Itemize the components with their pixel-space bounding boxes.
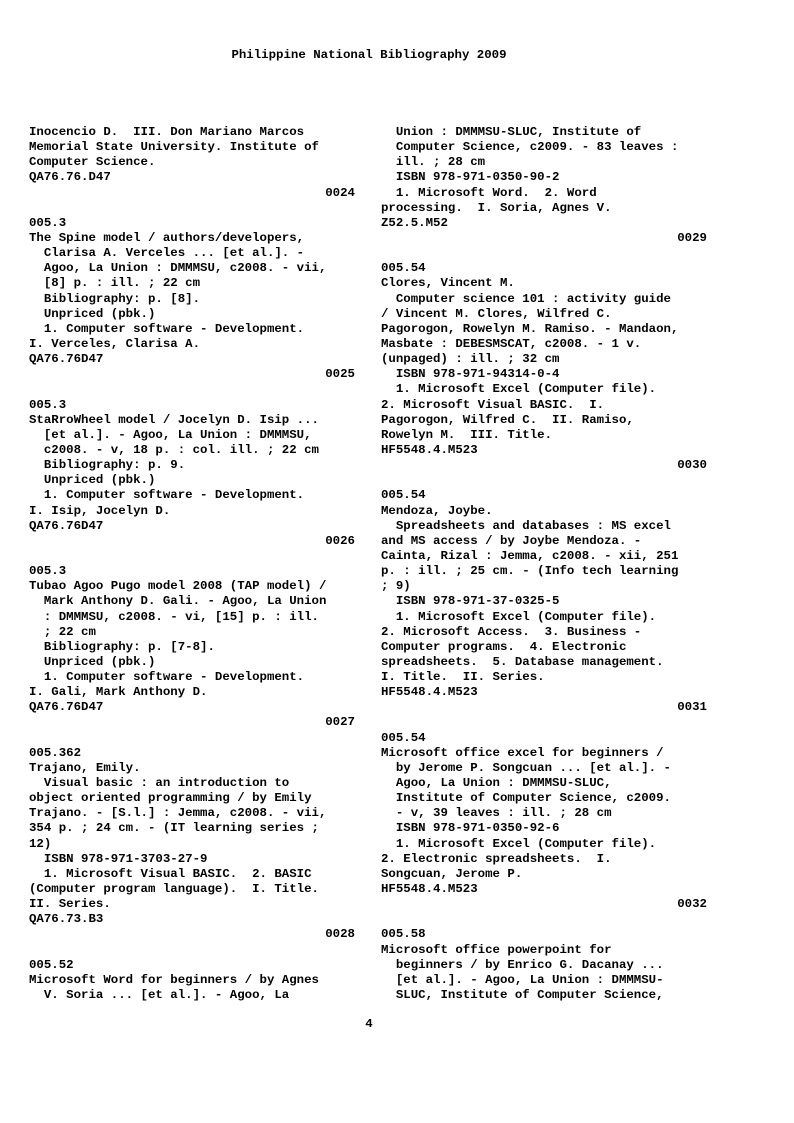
entry-line: Bibliography: p. [7-8].: [29, 639, 215, 654]
entry-line: 1. Microsoft Visual BASIC. 2. BASIC: [29, 866, 312, 881]
entry-line: 005.54: [381, 488, 426, 503]
entry-line: Rowelyn M. III. Title.: [381, 427, 553, 442]
entry-line: 2. Microsoft Access. 3. Business -: [381, 624, 642, 639]
entry-line: HF5548.4.M523: [381, 685, 478, 700]
entry-line: 1. Microsoft Excel (Computer file).: [381, 836, 657, 851]
entry-line: ISBN 978-971-0350-92-6: [381, 821, 560, 836]
entry-line: beginners / by Enrico G. Dacanay ...: [381, 957, 664, 972]
entry-line: Computer Science, c2009. - 83 leaves :: [381, 140, 679, 155]
entry-line: 005.362: [29, 745, 82, 760]
entry-line: QA76.76D47: [29, 518, 104, 533]
entry-gap: [29, 731, 355, 746]
entry-line: 1. Microsoft Excel (Computer file).: [381, 609, 657, 624]
entry-line: Tubao Agoo Pugo model 2008 (TAP model) /: [29, 579, 327, 594]
entry-line: Institute of Computer Science, c2009.: [381, 791, 671, 806]
entry-line: Masbate : DEBESMSCAT, c2008. - 1 v.: [381, 336, 642, 351]
entry-line: 1. Microsoft Excel (Computer file).: [381, 382, 657, 397]
entry-line: Unpriced (pbk.): [29, 306, 156, 321]
left-column: [29, 125, 355, 1003]
entry-line: QA76.73.B3: [29, 912, 104, 927]
entry-line: Cainta, Rizal : Jemma, c2008. - xii, 251: [381, 548, 679, 563]
entry-line: Unpriced (pbk.): [29, 473, 156, 488]
entry-line: 005.52: [29, 957, 74, 972]
entry-line: 1. Computer software - Development.: [29, 321, 305, 336]
entry-line: Microsoft office excel for beginners /: [381, 745, 664, 760]
entry-number: 0030: [677, 458, 707, 473]
entry-line: Mark Anthony D. Gali. - Agoo, La Union: [29, 594, 327, 609]
entry-line: Trajano. - [S.l.] : Jemma, c2008. - vii,: [29, 806, 327, 821]
bibliography-entry: [29, 398, 355, 549]
entry-line: Bibliography: p. [8].: [29, 291, 201, 306]
entry-line: [et al.]. - Agoo, La Union : DMMMSU-: [381, 972, 664, 987]
entry-line: 005.54: [381, 730, 426, 745]
bibliography-entry: [381, 927, 707, 1003]
entry-gap: [29, 943, 355, 958]
entry-line: Memorial State University. Institute of: [29, 140, 319, 155]
entry-line: SLUC, Institute of Computer Science,: [381, 988, 664, 1003]
entry-line: QA76.76D47: [29, 700, 104, 715]
entry-line: ISBN 978-971-3703-27-9: [29, 851, 208, 866]
bibliography-entry: [29, 125, 355, 201]
entry-gap: [29, 382, 355, 397]
bibliography-entry: [381, 125, 707, 246]
entry-number: 0031: [677, 700, 707, 715]
entry-line: 2. Microsoft Visual BASIC. I.: [381, 397, 605, 412]
entry-line: StaRroWheel model / Jocelyn D. Isip ...: [29, 412, 319, 427]
entry-line: 12): [29, 836, 52, 851]
entry-line: HF5548.4.M523: [381, 442, 478, 457]
entry-line: Trajano, Emily.: [29, 760, 141, 775]
entry-gap: [381, 246, 707, 261]
right-column: [381, 125, 707, 1003]
entry-line: Microsoft office powerpoint for: [381, 942, 612, 957]
entry-line: 1. Microsoft Word. 2. Word: [381, 185, 597, 200]
entry-line: 1. Computer software - Development.: [29, 488, 305, 503]
entry-line: 1. Computer software - Development.: [29, 670, 305, 685]
entry-line: ISBN 978-971-94314-0-4: [381, 367, 560, 382]
entry-number: 0032: [677, 897, 707, 912]
entry-line: c2008. - v, 18 p. : col. ill. ; 22 cm: [29, 442, 319, 457]
entry-line: object oriented programming / by Emily: [29, 791, 312, 806]
entry-line: Bibliography: p. 9.: [29, 458, 186, 473]
entry-line: p. : ill. ; 25 cm. - (Info tech learning: [381, 564, 679, 579]
entry-line: 005.3: [29, 564, 67, 579]
entry-line: I. Isip, Jocelyn D.: [29, 503, 171, 518]
entry-line: QA76.76D47: [29, 352, 104, 367]
bibliography-entry: [381, 488, 707, 715]
entry-line: Unpriced (pbk.): [29, 654, 156, 669]
entry-number: 0028: [325, 927, 355, 942]
entry-line: 005.58: [381, 927, 426, 942]
entry-line: [8] p. : ill. ; 22 cm: [29, 276, 201, 291]
entry-line: Microsoft Word for beginners / by Agnes: [29, 972, 319, 987]
entry-line: II. Series.: [29, 897, 111, 912]
bibliography-entry: [29, 216, 355, 383]
entry-line: 354 p. ; 24 cm. - (IT learning series ;: [29, 821, 319, 836]
entry-line: ISBN 978-971-37-0325-5: [381, 594, 560, 609]
entry-line: 005.3: [29, 397, 67, 412]
entry-line: Agoo, La Union : DMMMSU-SLUC,: [381, 776, 612, 791]
entry-line: (Computer program language). I. Title.: [29, 882, 319, 897]
entry-number: 0029: [677, 230, 707, 245]
entry-line: I. Verceles, Clarisa A.: [29, 336, 201, 351]
entry-gap: [381, 715, 707, 730]
entry-line: Agoo, La Union : DMMMSU, c2008. - vii,: [29, 261, 327, 276]
entry-number: 0025: [325, 367, 355, 382]
entry-line: Clarisa A. Verceles ... [et al.]. -: [29, 246, 305, 261]
entry-line: 2. Electronic spreadsheets. I.: [381, 851, 612, 866]
entry-number: 0024: [325, 185, 355, 200]
bibliography-entry: [29, 746, 355, 943]
bibliography-entry: [29, 564, 355, 731]
page-number: 4: [365, 1017, 373, 1031]
entry-line: spreadsheets. 5. Database management.: [381, 654, 664, 669]
entry-line: Union : DMMMSU-SLUC, Institute of: [381, 125, 642, 139]
bibliography-entry: [381, 261, 707, 473]
entry-line: : DMMMSU, c2008. - vi, [15] p. : ill.: [29, 609, 319, 624]
entry-line: Pagorogon, Rowelyn M. Ramiso. - Mandaon,: [381, 321, 679, 336]
bibliography-entry: [29, 958, 355, 1003]
entry-line: Computer programs. 4. Electronic: [381, 639, 627, 654]
entry-gap: [29, 549, 355, 564]
entry-line: Visual basic : an introduction to: [29, 776, 290, 791]
entry-line: by Jerome P. Songcuan ... [et al.]. -: [381, 760, 671, 775]
entry-gap: [381, 912, 707, 927]
entry-line: Computer science 101 : activity guide: [381, 291, 671, 306]
entry-line: Z52.5.M52: [381, 215, 448, 230]
entry-line: I. Title. II. Series.: [381, 670, 545, 685]
entry-gap: [381, 473, 707, 488]
entry-gap: [29, 201, 355, 216]
entry-line: Computer Science.: [29, 155, 156, 170]
entry-line: ; 9): [381, 579, 411, 594]
entry-line: Songcuan, Jerome P.: [381, 866, 523, 881]
entry-line: (unpaged) : ill. ; 32 cm: [381, 352, 560, 367]
entry-line: processing. I. Soria, Agnes V.: [381, 200, 612, 215]
entry-line: QA76.76.D47: [29, 170, 111, 185]
entry-line: - v, 39 leaves : ill. ; 28 cm: [381, 806, 612, 821]
bibliography-entry: [381, 731, 707, 913]
entry-line: Clores, Vincent M.: [381, 276, 515, 291]
entry-line: Pagorogon, Wilfred C. II. Ramiso,: [381, 412, 634, 427]
entry-line: ; 22 cm: [29, 624, 96, 639]
entry-line: ISBN 978-971-0350-90-2: [381, 170, 560, 185]
entry-line: Mendoza, Joybe.: [381, 503, 493, 518]
entry-line: I. Gali, Mark Anthony D.: [29, 685, 208, 700]
entry-number: 0027: [325, 715, 355, 730]
entry-line: The Spine model / authors/developers,: [29, 230, 305, 245]
entry-line: and MS access / by Joybe Mendoza. -: [381, 533, 642, 548]
page-header: Philippine National Bibliography 2009: [231, 48, 507, 62]
entry-line: Inocencio D. III. Don Mariano Marcos: [29, 125, 305, 139]
entry-line: Spreadsheets and databases : MS excel: [381, 518, 671, 533]
entry-line: 005.3: [29, 215, 67, 230]
entry-line: [et al.]. - Agoo, La Union : DMMMSU,: [29, 427, 312, 442]
entry-line: V. Soria ... [et al.]. - Agoo, La: [29, 988, 290, 1003]
entry-number: 0026: [325, 533, 355, 548]
entry-line: 005.54: [381, 261, 426, 276]
entry-line: ill. ; 28 cm: [381, 155, 486, 170]
entry-line: / Vincent M. Clores, Wilfred C.: [381, 306, 612, 321]
entry-line: HF5548.4.M523: [381, 882, 478, 897]
